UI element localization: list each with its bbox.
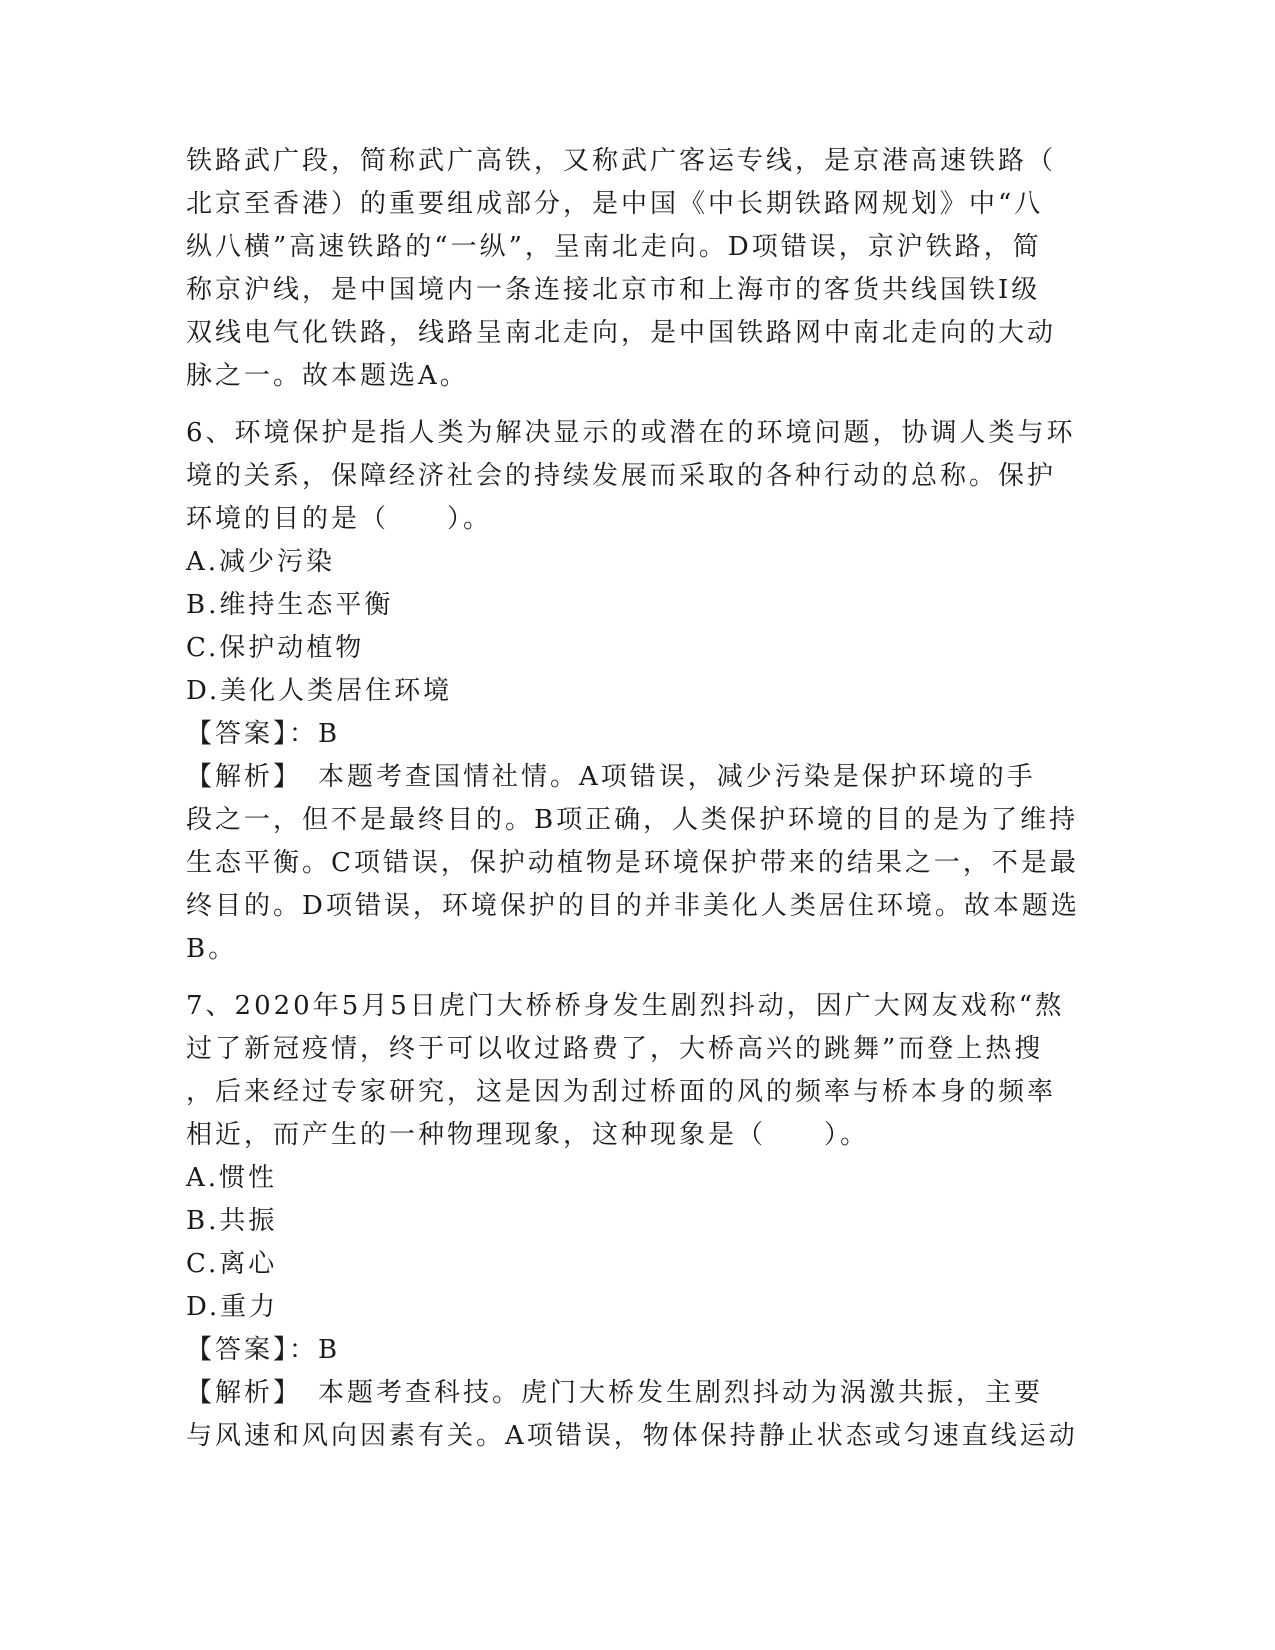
- option-b: B.维持生态平衡: [186, 590, 394, 620]
- spacer: [186, 398, 1066, 412]
- answer-line: [186, 1329, 1066, 1372]
- text-line: 脉之一。故本题选A。: [186, 361, 469, 391]
- option-a: A.惯性: [186, 1163, 278, 1193]
- explanation-line: 段之一，但不是最终目的。B项正确，人类保护环境的目的是为了维持: [186, 805, 1079, 835]
- explanation-first-line: [186, 1372, 1066, 1415]
- answer-line: [186, 713, 1066, 756]
- stem-line: 环境的目的是（ ）。: [186, 504, 493, 534]
- page-content: [186, 140, 1080, 1458]
- stem-line: ，后来经过专家研究，这是因为刮过桥面的风的频率与桥本身的频率: [186, 1077, 1057, 1107]
- explanation-first-line: [186, 756, 1066, 799]
- spacer: [186, 971, 1066, 985]
- explanation-text: 本题考查国情社情。A项错误，减少污染是保护环境的手: [289, 762, 1036, 792]
- explanation-label: 【解析】: [186, 762, 290, 792]
- question-6: [186, 412, 1080, 971]
- stem-line: 过了新冠疫情，终于可以收过路费了，大桥高兴的跳舞”而登上热搜: [186, 1034, 1044, 1064]
- explanation: [186, 1372, 1078, 1458]
- text-line: 双线电气化铁路，线路呈南北走向，是中国铁路网中南北走向的大动: [186, 318, 1057, 348]
- text-line: 铁路武广段，简称武广高铁，又称武广客运专线，是京港高速铁路（: [186, 146, 1057, 176]
- text-line: 纵八横”高速铁路的“一纵”，呈南北走向。D项错误，京沪铁路，简: [186, 232, 1042, 262]
- explanation-line: 与风速和风向因素有关。A项错误，物体保持静止状态或匀速直线运动: [186, 1421, 1078, 1451]
- answer-value: B: [318, 1335, 341, 1365]
- option-d: D.美化人类居住环境: [186, 676, 453, 706]
- stem-line: 7、2020年5月5日虎门大桥桥身发生剧烈抖动，因广大网友戏称“熬: [186, 991, 1065, 1021]
- explanation-line: 终目的。D项错误，环境保护的目的并非美化人类居住环境。故本题选: [186, 891, 1080, 921]
- question-stem: [186, 412, 1076, 541]
- answer-label: 【答案】：: [186, 1335, 319, 1365]
- previous-explanation-tail: [186, 140, 1066, 398]
- option-a: A.减少污染: [186, 547, 336, 577]
- explanation-line: 生态平衡。C项错误，保护动植物是环境保护带来的结果之一，不是最: [186, 848, 1079, 878]
- option-c: C.离心: [186, 1249, 278, 1279]
- answer-value: B: [318, 719, 341, 749]
- explanation: [186, 756, 1080, 971]
- option-d: D.重力: [186, 1292, 279, 1322]
- explanation-label: 【解析】: [186, 1378, 290, 1408]
- question-stem: [186, 985, 1066, 1157]
- question-7: [186, 985, 1078, 1458]
- stem-line: 6、环境保护是指人类为解决显示的或潜在的环境问题，协调人类与环: [186, 418, 1076, 448]
- option-b: B.共振: [186, 1206, 278, 1236]
- stem-line: 境的关系，保障经济社会的持续发展而采取的各种行动的总称。保护: [186, 461, 1057, 491]
- text-line: 北京至香港）的重要组成部分，是中国《中长期铁路网规划》中“八: [186, 189, 1044, 219]
- explanation-line: B。: [186, 934, 238, 964]
- answer-label: 【答案】：: [186, 719, 319, 749]
- explanation-text: 本题考查科技。虎门大桥发生剧烈抖动为涡激共振，主要: [289, 1378, 1044, 1408]
- option-c: C.保护动植物: [186, 633, 365, 663]
- text-line: 称京沪线，是中国境内一条连接北京市和上海市的客货共线国铁Ⅰ级: [186, 275, 1041, 305]
- stem-line: 相近，而产生的一种物理现象，这种现象是（ ）。: [186, 1120, 870, 1150]
